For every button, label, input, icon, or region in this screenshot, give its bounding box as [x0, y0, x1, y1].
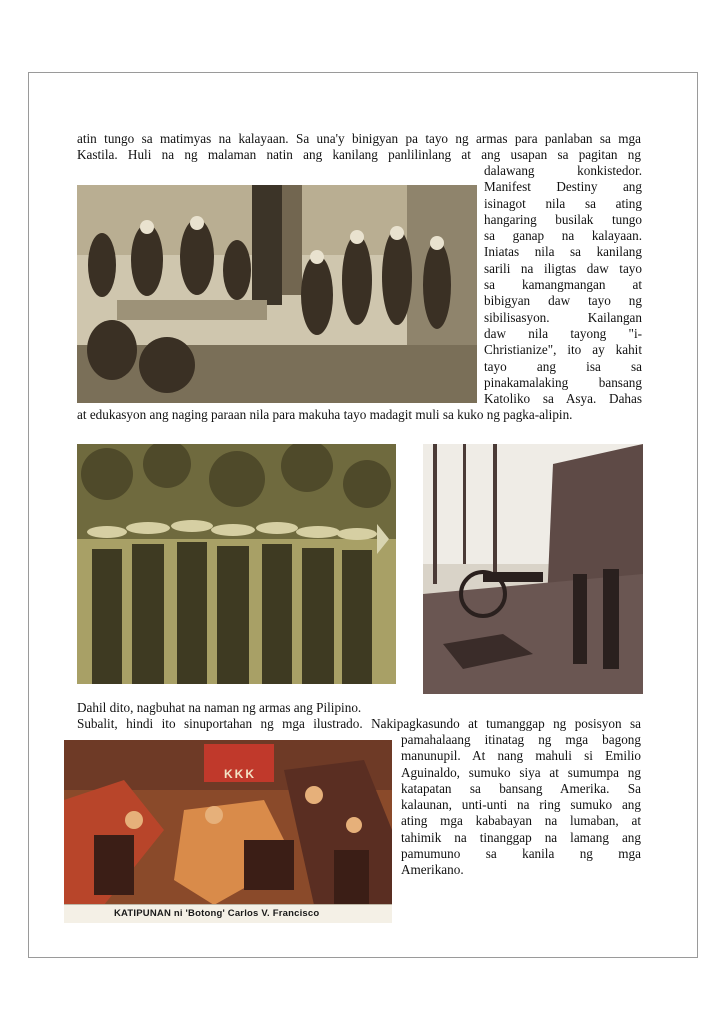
side-line: sarili na iligtas daw tayo: [484, 260, 642, 276]
side-line: manunupil. At nang mahuli si Emilio: [401, 748, 641, 764]
historical-photo-negotiation: [77, 185, 477, 403]
side-line: Katoliko sa Asya. Dahas: [484, 391, 642, 407]
side-line: katapatan sa bansang Amerika. Sa: [401, 780, 641, 796]
side-line: sibilisasyon. Kailangan: [484, 309, 642, 325]
side-line: sa ganap na kalayaan.: [484, 228, 642, 244]
painting-flag-text: KKK: [224, 767, 256, 781]
side-line: isinagot nila sa ating: [484, 195, 642, 211]
historical-photo-soldiers: [77, 444, 396, 684]
side-line: sa kamangmangan at: [484, 277, 642, 293]
side-line: Amerikano.: [401, 862, 464, 878]
side-line: bibigyan daw tayo ng: [484, 293, 642, 309]
side-line: tayo ang isa sa: [484, 358, 642, 374]
side-column-text: [401, 732, 641, 879]
side-line: pinakamalaking bansang: [484, 374, 642, 390]
side-line: Aguinaldo, sumuko siya at sumumpa ng: [401, 764, 641, 780]
side-line: hangaring busilak tungo: [484, 211, 642, 227]
paragraph-line: Kastila. Huli na ng malaman natin ang kanilang panlilinlang at ang usapan sa pagitan ng: [77, 147, 641, 162]
painting-caption: KATIPUNAN ni 'Botong' Carlos V. Francisco: [64, 904, 392, 923]
side-line: tahimik na tinanggap na lamang ang: [401, 829, 641, 845]
side-line: Manifest Destiny ang: [484, 179, 642, 195]
paragraph-line: at edukasyon ang naging paraan nila para makuha tayo madagit muli sa kuko ng pagka-alipin.: [77, 407, 573, 422]
side-line: Christianize", ito ay kahit: [484, 342, 642, 358]
side-line: Iniatas nila sa kanilang: [484, 244, 642, 260]
side-line: ating mga kababayan na lumaban, at: [401, 813, 641, 829]
side-line: pamahalaang itinatag ng mga bagong: [401, 732, 641, 747]
paragraph-line: Subalit, hindi ito sinuportahan ng mga ilustrado. Nakipagkasundo at tumanggap ng posisyon sa: [77, 716, 641, 731]
paragraph-line: atin tungo sa matimyas na kalayaan. Sa una'y binigyan pa tayo ng armas para panlaban sa mga: [77, 131, 641, 146]
historical-photo-battlefield: [423, 444, 643, 694]
side-line: kalaunan, unti-unti na ring sumuko ang: [401, 797, 641, 813]
katipunan-painting: [64, 740, 392, 923]
side-line: daw nila tayong "i-: [484, 325, 642, 341]
paragraph-line: Dahil dito, nagbuhat na naman ng armas ang Pilipino.: [77, 700, 362, 715]
side-line: dalawang konkistedor.: [484, 163, 642, 178]
side-line: pamumuno sa kanila ng mga: [401, 846, 641, 862]
side-column-text: [484, 163, 642, 407]
